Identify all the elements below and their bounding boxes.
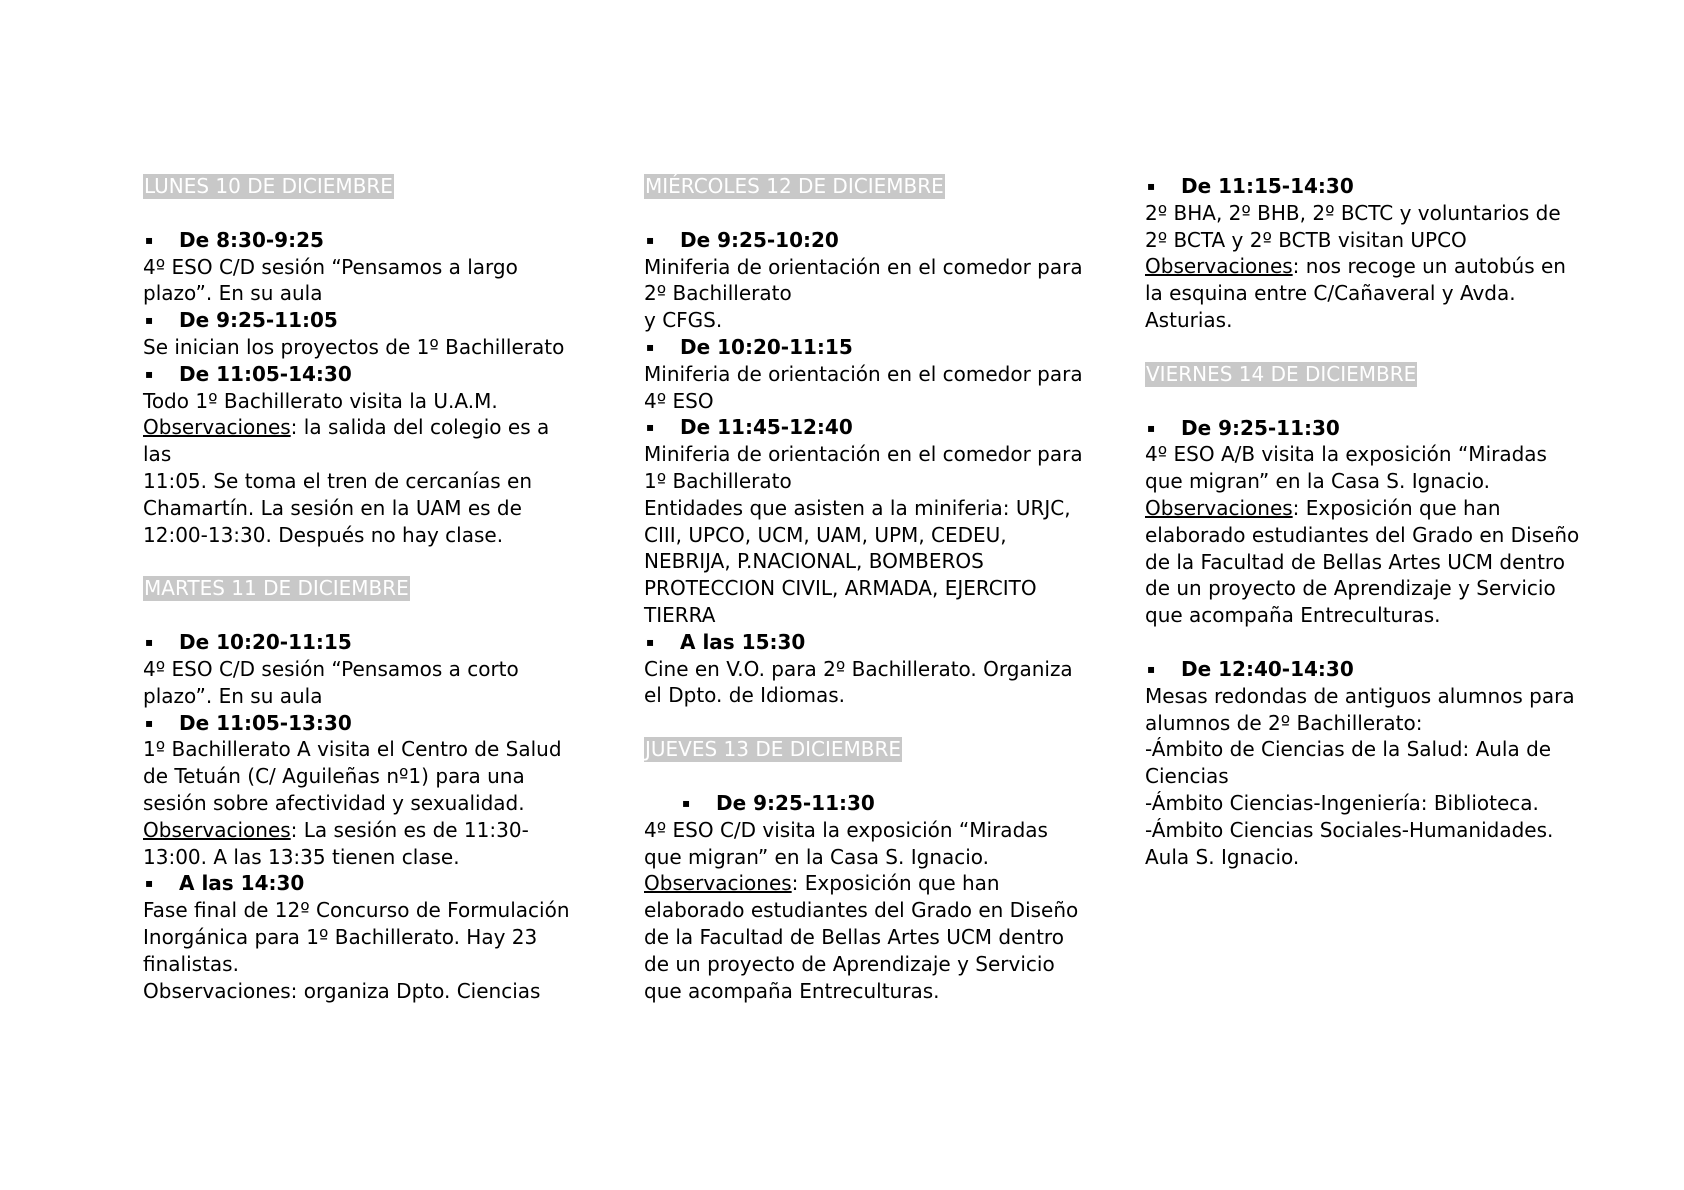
time-slot-item <box>644 629 1084 656</box>
time-slot-label: De 11:15-14:30 <box>1181 174 1354 198</box>
time-slot-label: De 9:25-11:30 <box>1181 415 1340 440</box>
time-slot-label: De 12:40-14:30 <box>1181 656 1354 681</box>
time-slot-item <box>143 361 583 388</box>
observations-label: Observaciones <box>1145 254 1293 279</box>
observations-note <box>1145 253 1585 333</box>
square-bullet-icon: ▪ <box>1147 661 1156 676</box>
observations-text: : Exposición que han elaborado estudiantes del Grado en Diseño de la Facultad de Bellas Artes UCM dentro de un proyecto de Aprendizaje y Servicio que acompaña Entreculturas. <box>644 871 1079 1003</box>
heading-spacer <box>143 200 583 227</box>
observations-note <box>1145 495 1585 629</box>
square-bullet-icon: ▪ <box>1147 420 1156 435</box>
item-description: 1º Bachillerato A visita el Centro de Salud de Tetuán (C/ Aguileñas nº1) para una sesión sobre afectividad y sexualidad. <box>143 737 562 815</box>
time-slot-item <box>143 307 583 334</box>
item-description: Fase final de 12º Concurso de Formulación Inorgánica para 1º Bachillerato. Hay 23 finalistas. Observaciones: organiza Dpto. Ciencias <box>143 898 570 1003</box>
time-slot-item <box>644 414 1084 441</box>
column-wednesday-thursday <box>644 173 1084 1004</box>
item-description: 2º BHA, 2º BHB, 2º BCTC y voluntarios de 2º BCTA y 2º BCTB visitan UPCO <box>1145 200 1561 252</box>
day-heading-label: MIÉRCOLES 12 DE DICIEMBRE <box>645 174 944 198</box>
day-heading-label: VIERNES 14 DE DICIEMBRE <box>1146 361 1417 386</box>
item-description: 4º ESO C/D visita la exposición “Miradas que migran” en la Casa S. Ignacio. <box>644 817 1048 869</box>
item-description: Miniferia de orientación en el comedor para 2º Bachillerato y CFGS. <box>644 254 1083 333</box>
item-description: 4º ESO C/D sesión “Pensamos a largo plazo”. En su aula <box>143 254 518 306</box>
item-description: Se inician los proyectos de 1º Bachillerato <box>143 334 565 359</box>
observations-label: Observaciones <box>143 415 291 440</box>
observations-text: : Exposición que han elaborado estudiantes del Grado en Diseño de la Facultad de Bellas Artes UCM dentro de un proyecto de Aprendizaje y Servicio que acompaña Entreculturas. <box>1145 495 1580 628</box>
observations-label: Observaciones <box>143 817 291 842</box>
day-heading <box>644 173 1084 200</box>
day-heading <box>644 736 1084 763</box>
square-bullet-icon: ▪ <box>145 635 154 650</box>
item-description: 4º ESO C/D sesión “Pensamos a corto plazo”. En su aula <box>143 656 519 708</box>
observations-label: Observaciones <box>644 871 792 896</box>
time-slot-label: De 9:25-11:05 <box>179 308 338 333</box>
time-slot-label: A las 15:30 <box>680 629 806 654</box>
time-slot-label: De 9:25-10:20 <box>680 227 839 252</box>
heading-spacer <box>143 602 583 629</box>
day-heading <box>143 575 583 602</box>
square-bullet-icon: ▪ <box>145 232 154 247</box>
observations-text: : nos recoge un autobús en la esquina entre C/Cañaveral y Avda. Asturias. <box>1145 254 1566 332</box>
square-bullet-icon: ▪ <box>1147 179 1156 193</box>
column-thursday-friday <box>1145 173 1585 870</box>
time-slot-item <box>1145 656 1585 683</box>
item-description: Miniferia de orientación en el comedor para 1º Bachillerato Entidades que asisten a la miniferia: URJC, CIII, UPCO, UCM, UAM, UPM, CEDEU, NEBRIJA, P.NACIONAL, BOMBEROS PROTECCION CIVIL, ARMADA, EJERCITO TIERRA <box>644 442 1083 627</box>
observations-note <box>143 817 583 871</box>
time-slot-item <box>1145 415 1585 442</box>
time-slot-item <box>644 227 1084 254</box>
observations-text: : La sesión es de 11:30- 13:00. A las 13:35 tienen clase. <box>143 817 529 869</box>
square-bullet-icon: ▪ <box>145 715 154 730</box>
time-slot-item <box>644 790 1084 817</box>
heading-spacer <box>644 763 1084 790</box>
section-spacer <box>143 548 583 575</box>
time-slot-label: De 10:20-11:15 <box>179 630 352 655</box>
time-slot-label: De 11:45-12:40 <box>680 415 853 440</box>
time-slot-item <box>143 870 583 897</box>
time-slot-label: De 11:05-13:30 <box>179 710 352 735</box>
time-slot-label: De 10:20-11:15 <box>680 334 853 359</box>
time-slot-item <box>644 334 1084 361</box>
item-description: 4º ESO A/B visita la exposición “Miradas que migran” en la Casa S. Ignacio. <box>1145 442 1547 494</box>
column-monday-tuesday <box>143 173 583 1004</box>
square-bullet-icon: ▪ <box>145 876 154 891</box>
section-spacer <box>1145 334 1585 361</box>
time-slot-label: A las 14:30 <box>179 871 305 896</box>
square-bullet-icon: ▪ <box>646 339 655 354</box>
day-heading-label: LUNES 10 DE DICIEMBRE <box>144 174 393 198</box>
square-bullet-icon: ▪ <box>646 634 655 649</box>
item-description: Todo 1º Bachillerato visita la U.A.M. <box>143 388 498 413</box>
square-bullet-icon: ▪ <box>682 795 691 810</box>
square-bullet-icon: ▪ <box>145 313 154 328</box>
observations-text: : la salida del colegio es a las 11:05. Se toma el tren de cercanías en Chamartín. La sesión en la UAM es de 12:00-13:30. Después no hay clase. <box>143 415 550 547</box>
observations-note <box>644 870 1084 1004</box>
observations-label: Observaciones <box>1145 495 1293 520</box>
item-description: Miniferia de orientación en el comedor para 4º ESO <box>644 361 1083 413</box>
item-spacer <box>1145 629 1585 656</box>
heading-spacer <box>1145 388 1585 415</box>
square-bullet-icon: ▪ <box>646 420 655 435</box>
time-slot-item <box>143 629 583 656</box>
time-slot-label: De 8:30-9:25 <box>179 227 324 252</box>
day-heading-label: MARTES 11 DE DICIEMBRE <box>144 576 409 601</box>
time-slot-label: De 11:05-14:30 <box>179 361 352 386</box>
section-spacer <box>644 709 1084 736</box>
day-heading <box>1145 361 1585 388</box>
observations-note <box>143 414 583 548</box>
day-heading <box>143 173 583 200</box>
time-slot-item <box>1145 173 1585 200</box>
day-heading-label: JUEVES 13 DE DICIEMBRE <box>645 737 902 762</box>
item-description: Cine en V.O. para 2º Bachillerato. Organiza el Dpto. de Idiomas. <box>644 656 1073 708</box>
item-description: Mesas redondas de antiguos alumnos para alumnos de 2º Bachillerato: -Ámbito de Ciencias de la Salud: Aula de Ciencias -Ámbito Ciencias-Ingeniería: Biblioteca. -Ámbito Ciencias Sociales-Humanidades. Aula S. Ignacio. <box>1145 683 1575 869</box>
square-bullet-icon: ▪ <box>145 366 154 381</box>
time-slot-item <box>143 227 583 254</box>
time-slot-item <box>143 710 583 737</box>
heading-spacer <box>644 200 1084 227</box>
time-slot-label: De 9:25-11:30 <box>716 790 875 815</box>
square-bullet-icon: ▪ <box>646 232 655 247</box>
